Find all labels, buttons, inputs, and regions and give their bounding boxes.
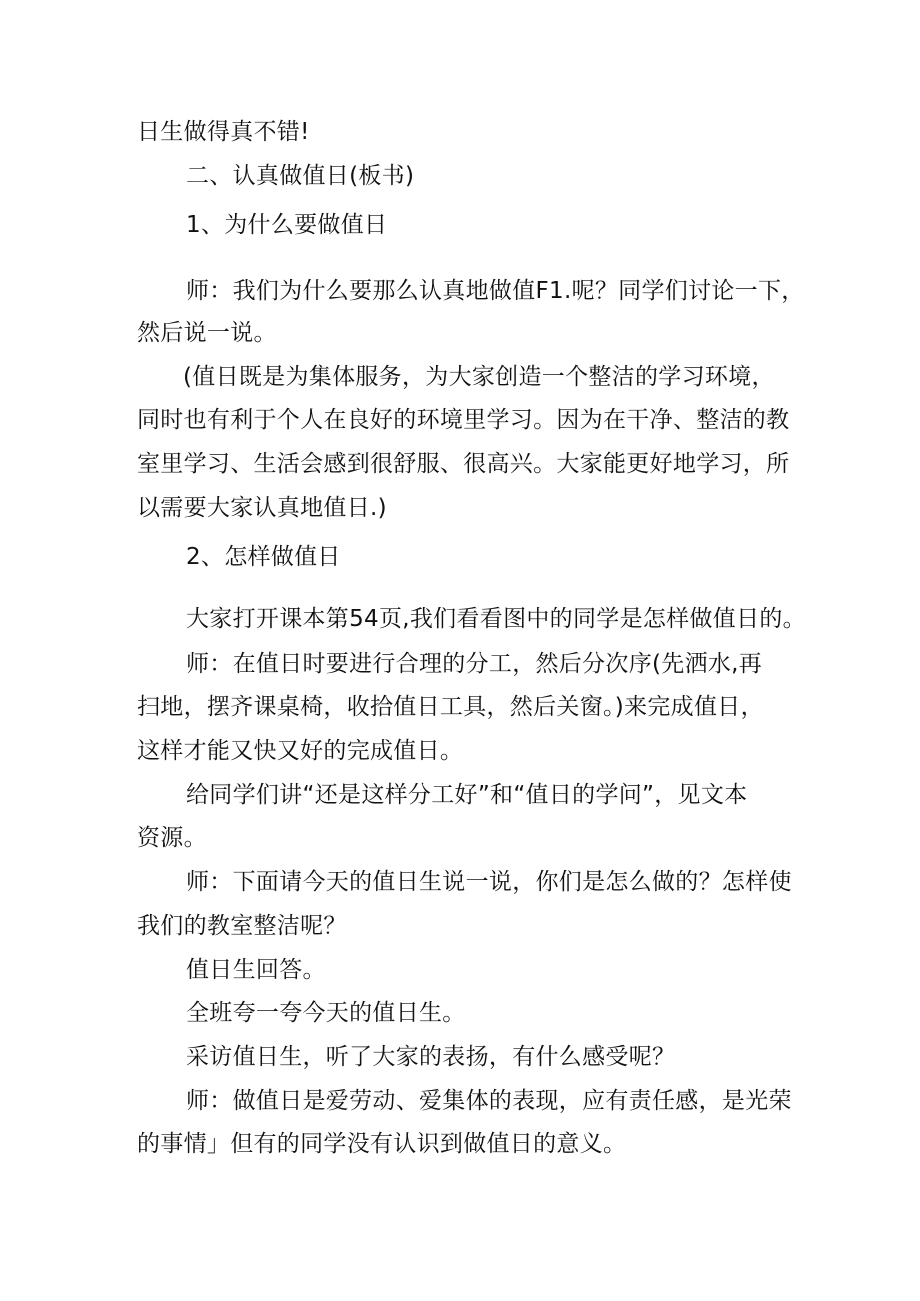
text-line: 我们的教室整洁呢？ (137, 913, 347, 939)
text-line: 师：下面请今天的值日生说一说，你们是怎么做的？怎样使 (186, 869, 792, 895)
section-heading: 二、认真做值日(板书) (186, 163, 415, 189)
text-line: 师：在值日时要进行合理的分工，然后分次序(先洒水,再 (186, 651, 763, 677)
text-line: 这样才能又快又好的完成值日。 (137, 738, 464, 764)
text-line: 给同学们讲“还是这样分工好”和“值日的学问”，见文本 (186, 782, 748, 808)
text-line: 大家打开课本第54页,我们看看图中的同学是怎样做值日的。 (186, 606, 806, 632)
text-line: 资源。 (137, 825, 207, 851)
text-line: 值日生回答。 (186, 957, 326, 983)
subsection-heading: 1、为什么要做值日 (186, 212, 388, 238)
text-line: 采访值日生，听了大家的表扬，有什么感受呢？ (186, 1044, 676, 1070)
text-line: 师：做值日是爱劳动、爱集体的表现，应有责任感，是光荣 (186, 1088, 792, 1114)
text-line: 全班夸一夸今天的值日生。 (186, 1000, 466, 1026)
text-line: 的事情」但有的同学没有认识到做值日的意义。 (137, 1131, 627, 1157)
text-line: (值日既是为集体服务，为大家创造一个整洁的学习环境， (183, 364, 775, 390)
text-line: 以需要大家认真地值日.) (137, 495, 387, 521)
subsection-heading: 2、怎样做值日 (186, 544, 341, 570)
text-line: 师：我们为什么要那么认真地做值F1.呢？同学们讨论一下， (186, 278, 805, 304)
text-line: 日生做得真不错! (137, 119, 310, 145)
text-line: 室里学习、生活会感到很舒服、很高兴。大家能更好地学习，所 (137, 451, 790, 477)
text-line: 同时也有利于个人在良好的环境里学习。因为在干净、整洁的教 (137, 407, 790, 433)
text-line: 扫地，摆齐课桌椅，收拾值日工具，然后关窗。)来完成值日， (137, 694, 764, 720)
text-line: 然后说一说。 (137, 320, 277, 346)
